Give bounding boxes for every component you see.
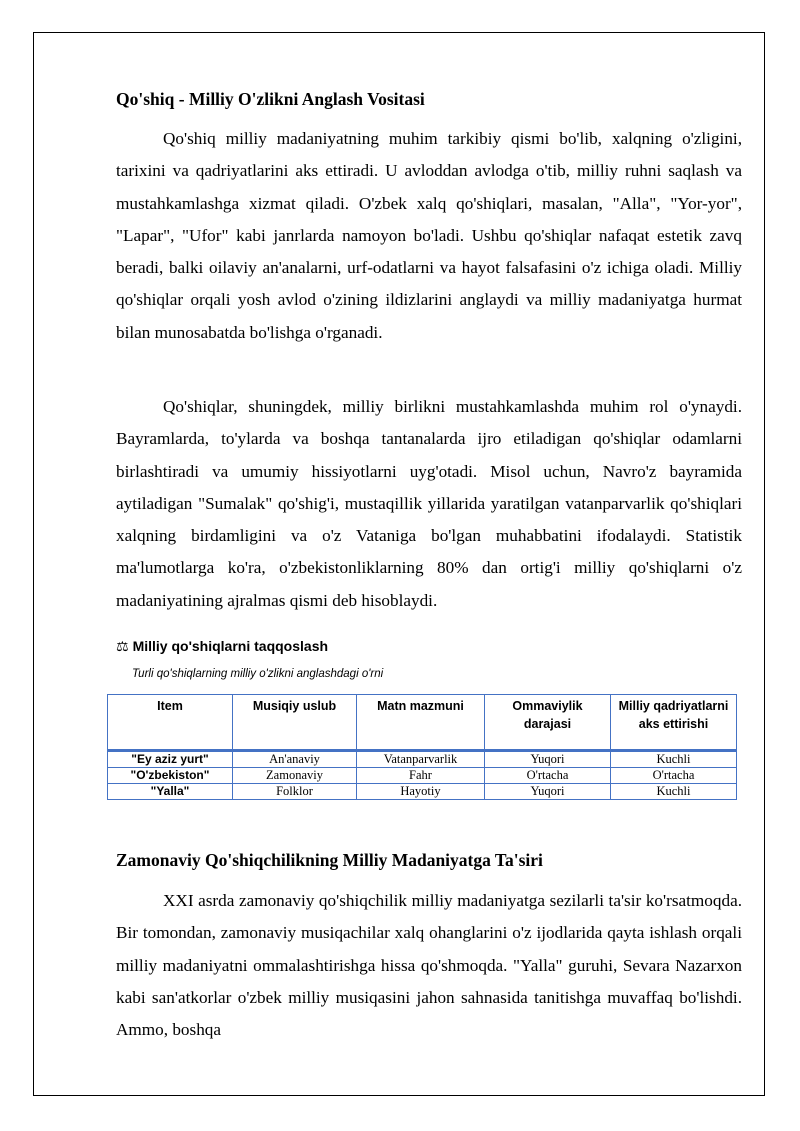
table-cell: Hayotiy [357,784,485,800]
table-header-row [108,695,737,751]
table-cell: Zamonaviy [233,768,357,784]
scales-icon: ⚖ [116,638,129,654]
table-cell: Yuqori [485,784,611,800]
table-row [108,751,737,768]
table-cell: Vatanparvarlik [357,751,485,768]
table-cell: Fahr [357,768,485,784]
table-cell: "Ey aziz yurt" [108,751,233,768]
table-cell: O'rtacha [485,768,611,784]
table-cell: Yuqori [485,751,611,768]
column-header: Musiqiy uslub [233,695,357,751]
table-row [108,768,737,784]
table-caption [116,638,328,655]
table-cell: Folklor [233,784,357,800]
section-heading: Qo'shiq - Milliy O'zlikni Anglash Vositasi [116,89,425,109]
table-row [108,784,737,800]
table-cell: Kuchli [611,784,737,800]
column-header: Milliy qadriyatlarni aks ettirishi [611,695,737,751]
column-header: Ommaviylik darajasi [485,695,611,751]
paragraph: Qo'shiq milliy madaniyatning muhim tarkibiy qismi bo'lib, xalqning o'zligini, tarixini va qadriyatlarini aks ettiradi. U avloddan avlodga o'tib, milliy ruhni saqlash va mustahkamlashga xizmat qiladi. O'zbek xalq qo'shiqlari, masalan, "Alla", "Yor-yor", "Lapar", "Ufor" kabi janrlarda namoyon bo'ladi. Ushbu qo'shiqlar nafaqat estetik zavq beradi, balki oilaviy an'analarni, urf-odatlarni va hayot falsafasini o'z ichiga oladi. Milliy qo'shiqlar orqali yosh avlod o'zining ildizlarini anglaydi va milliy madaniyatga hurmat bilan munosabatda bo'lishga o'rganadi. [116,129,742,342]
column-header: Item [108,695,233,751]
comparison-table [107,694,737,800]
section-heading: Zamonaviy Qo'shiqchilikning Milliy Madaniyatga Ta'siri [116,850,543,870]
table-caption-title: Milliy qo'shiqlarni taqqoslash [132,638,329,654]
table-cell: An'anaviy [233,751,357,768]
column-header: Matn mazmuni [357,695,485,751]
table-cell: O'rtacha [611,768,737,784]
table-cell: "O'zbekiston" [108,768,233,784]
paragraph: XXI asrda zamonaviy qo'shiqchilik milliy madaniyatga sezilarli ta'sir ko'rsatmoqda. Bir tomondan, zamonaviy musiqachilar xalq ohanglarini o'z ijodlarida qayta ishlash orqali milliy madaniyatni ommalashtirishga hissa qo'shmoqda. "Yalla" guruhi, Sevara Nazarxon kabi san'atkorlar o'zbek milliy musiqasini jahon sahnasida tanitishga muvaffaq bo'lishdi. Ammo, boshqa [116,891,742,1040]
table-caption-subtitle: Turli qo'shiqlarning milliy o'zlikni anglashdagi o'rni [132,668,384,680]
paragraph: Qo'shiqlar, shuningdek, milliy birlikni mustahkamlashda muhim rol o'ynaydi. Bayramlarda, to'ylarda va boshqa tantanalarda ijro etiladigan qo'shiqlar odamlarni birlashtiradi va umumiy hissiyotlarni uyg'otadi. Misol uchun, Navro'z bayramida aytiladigan "Sumalak" qo'shig'i, mustaqillik yillarida yaratilgan vatanparvarlik qo'shiqlari xalqning birdamligini va o'z Vataniga bo'lgan muhabbatini ifodalaydi. Statistik ma'lumotlarga ko'ra, o'zbekistonliklarning 80% dan ortig'i milliy qo'shiqlarni o'z madaniyatining ajralmas qismi deb hisoblaydi. [116,397,742,610]
table-cell: "Yalla" [108,784,233,800]
table-cell: Kuchli [611,751,737,768]
